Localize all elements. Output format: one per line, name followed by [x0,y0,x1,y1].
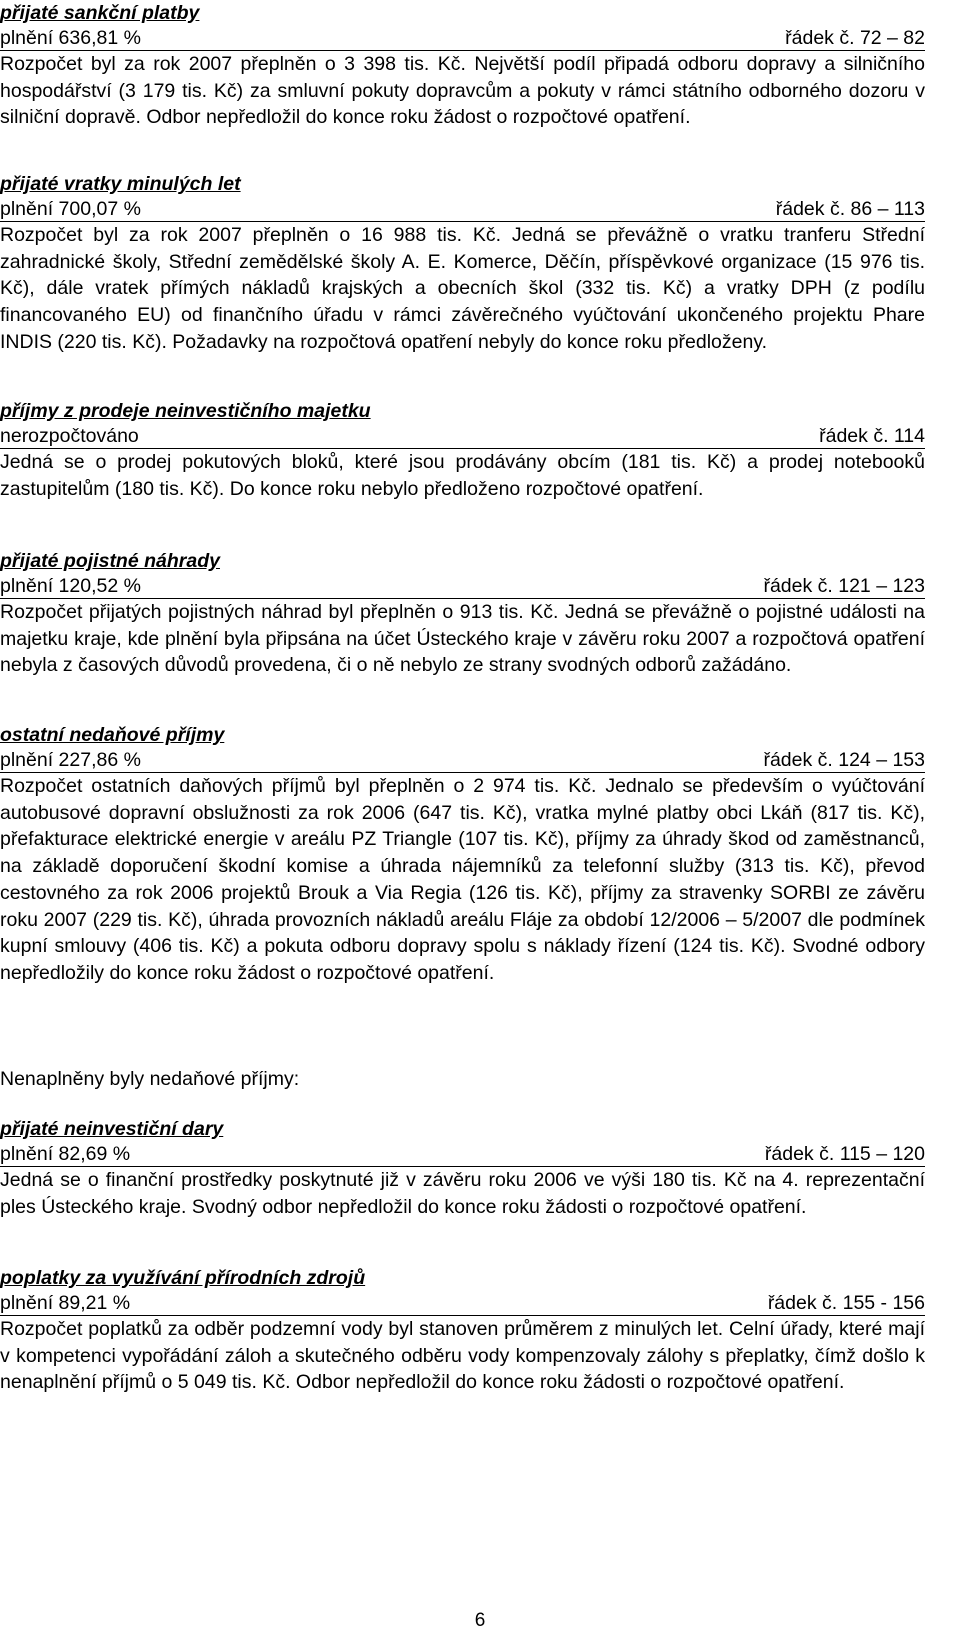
row-reference: řádek č. 86 – 113 [775,198,925,220]
section-heading: poplatky za využívání přírodních zdrojů [0,1267,366,1289]
section-meta-line [0,574,925,599]
section-text: Rozpočet ostatních daňových příjmů byl přeplněn o 2 974 tis. Kč. Jednalo se především o vyúčtování autobusové dopravní obslužnosti za rok 2006 (647 tis. Kč), vratka mylné platby obci Lkáň (817 tis. Kč), přefakturace elektrické energie v areálu PZ Triangle (107 tis. Kč), příjmy za úhrady škod od zaměstnanců, na základě doporučení škodní komise a úhrada nájemníků za telefonní služby (313 tis. Kč), převod cestovného za rok 2006 projektů Brouk a Via Regia (126 tis. Kč), příjmy za stravenky SORBI ze závěru roku 2007 (229 tis. Kč), úhrada provozních nákladů areálu Fláje za období 12/2006 – 5/2007 dle podmínek kupní smlouvy (406 tis. Kč) a pokuta odboru dopravy spolu s náklady řízení (124 tis. Kč). Svodné odbory nepředložily do konce roku žádost o rozpočtové opatření. [0,775,925,984]
section-meta-line [0,424,925,449]
section-natural-resource-fees [0,1265,925,1396]
fulfillment-status: plnění 82,69 % [0,1143,131,1165]
section-meta-line [0,748,925,773]
page-number: 6 [474,1610,486,1631]
section-sanction-payments [0,0,925,131]
unfulfilled-intro: Nenaplněny byly nedaňové příjmy: [0,1068,300,1090]
section-heading: příjmy z prodeje neinvestičního majetku [0,400,371,422]
section-text: Rozpočet byl za rok 2007 přeplněn o 3 398 tis. Kč. Největší podíl připadá odboru dopravy a silničního hospodářství (3 179 tis. Kč) za smluvní pokuty dopravcům a pokuty v rámci státního odborného dozoru v silniční dopravě. Odbor nepředložil do konce roku žádost o rozpočtové opatření. [0,53,925,129]
row-reference: řádek č. 114 [819,425,925,447]
section-noninvestment-asset-sales [0,398,925,502]
section-text: Jedná se o finanční prostředky poskytnuté již v závěru roku 2006 ve výši 180 tis. Kč na 4. reprezentační ples Ústeckého kraje. Svodný odbor nepředložil do konce roku žádosti o rozpočtové opatření. [0,1169,925,1218]
fulfillment-status: plnění 636,81 % [0,27,141,49]
section-text: Jedná se o prodej pokutových bloků, které jsou prodávány obcím (181 tis. Kč) a prodej notebooků zastupitelům (180 tis. Kč). Do konce roku nebylo předloženo rozpočtové opatření. [0,451,925,500]
section-meta-line [0,1142,925,1167]
row-reference: řádek č. 115 – 120 [764,1143,925,1165]
fulfillment-status: plnění 700,07 % [0,198,141,220]
section-heading: přijaté pojistné náhrady [0,550,220,572]
section-meta-line [0,26,925,51]
section-noninvestment-gifts [0,1116,925,1220]
row-reference: řádek č. 121 – 123 [763,575,925,597]
row-reference: řádek č. 72 – 82 [785,27,925,49]
section-heading: přijaté sankční platby [0,2,200,24]
section-heading: ostatní nedaňové příjmy [0,724,225,746]
section-heading: přijaté vratky minulých let [0,173,241,195]
fulfillment-status: plnění 89,21 % [0,1292,131,1314]
section-text: Rozpočet poplatků za odběr podzemní vody byl stanoven průměrem z minulých let. Celní úřady, které mají v kompetenci vypořádání záloh a skutečného odběru vody kompenzovaly zálohy s přeplatky, čímž došlo k nenaplnění příjmů o 5 049 tis. Kč. Odbor nepředložil do konce roku žádosti o rozpočtové opatření. [0,1318,925,1394]
fulfillment-status: plnění 120,52 % [0,575,141,597]
section-text: Rozpočet byl za rok 2007 přeplněn o 16 988 tis. Kč. Jedná se převážně o vratku tranferu Střední zahradnické školy, Střední zemědělské školy A. E. Komerce, Děčín, příspěvkové organizace (15 976 tis. Kč), dále vratek přímých nákladů krajských a obecních škol (332 tis. Kč) a vratky DPH (z podílu financovaného EU) od finančního úřadu v rámci závěrečného vyúčtování ukončeného projektu Phare INDIS (220 tis. Kč). Požadavky na rozpočtová opatření nebyly do konce roku předloženy. [0,224,925,353]
section-meta-line [0,197,925,222]
row-reference: řádek č. 155 - 156 [767,1292,925,1314]
section-heading: přijaté neinvestiční dary [0,1118,224,1140]
fulfillment-status: nerozpočtováno [0,425,139,447]
section-other-nontax-income [0,722,925,987]
fulfillment-status: plnění 227,86 % [0,749,141,771]
section-text: Rozpočet přijatých pojistných náhrad byl přeplněn o 913 tis. Kč. Jedná se převážně o pojistné události na majetku kraje, kde plnění byla připsána na účet Ústeckého kraje v závěru roku 2007 a rozpočtová opatření nebyla z časových důvodů provedena, či o ně nebylo ze strany svodných odborů zažádáno. [0,601,925,677]
section-insurance-compensation [0,548,925,679]
section-refunds-previous-years [0,171,925,356]
row-reference: řádek č. 124 – 153 [763,749,925,771]
section-meta-line [0,1291,925,1316]
